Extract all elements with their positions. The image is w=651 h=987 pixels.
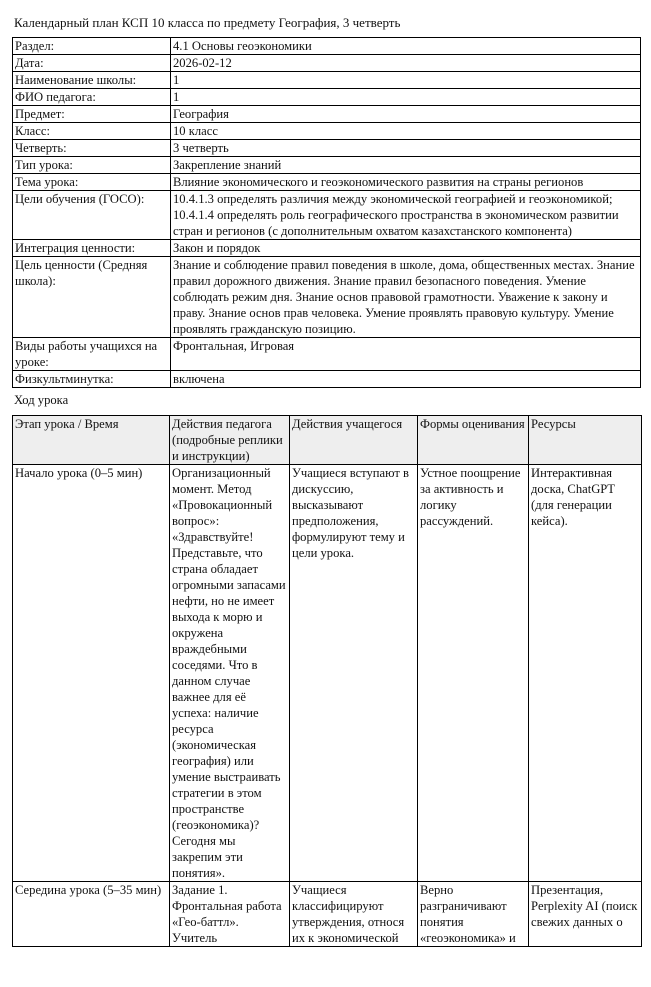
lesson-cell-teacher: Задание 1. Фронтальная работа «Гео-баттл». Учитель [170,882,290,947]
lesson-cell-assessment: Верно разграничивают понятия «геоэкономика» и [418,882,529,947]
section-title: Ход урока [14,393,69,407]
info-value: 2026-02-12 [171,55,641,72]
info-label: Наименование школы: [13,72,171,89]
info-label: Четверть: [13,140,171,157]
info-row [13,191,641,240]
info-label: Класс: [13,123,171,140]
info-row [13,157,641,174]
info-label: Раздел: [13,38,171,55]
info-label: Предмет: [13,106,171,123]
lesson-header-row [13,416,642,465]
column-header: Ресурсы [529,416,642,465]
info-value: включена [171,371,641,388]
info-row [13,338,641,371]
lesson-row [13,882,642,947]
lesson-cell-student: Учащиеся вступают в дискуссию, высказывают предположения, формулируют тему и цели урока. [290,465,418,882]
column-header: Действия учащегося [290,416,418,465]
info-value: 10.4.1.3 определять различия между экономической географией и геоэкономикой; 10.4.1.4 определять роль географического пространства в экономическом развитии стран и регионов (с дополнительным охватом казахстанского компонента) [171,191,641,240]
info-row [13,123,641,140]
info-value: 1 [171,72,641,89]
info-value: 3 четверть [171,140,641,157]
info-row [13,257,641,338]
info-row [13,55,641,72]
info-value: 10 класс [171,123,641,140]
info-label: Дата: [13,55,171,72]
info-label: Виды работы учащихся на уроке: [13,338,171,371]
lesson-info-table [12,37,641,388]
info-value: Влияние экономического и геоэкономического развития на страны регионов [171,174,641,191]
lesson-plan-table [12,415,642,947]
info-label: Цели обучения (ГОСО): [13,191,171,240]
info-row [13,38,641,55]
info-value: Знание и соблюдение правил поведения в школе, дома, общественных местах. Знание правил дорожного движения. Знание правил безопасного поведения. Умение соблюдать режим дня. Знание основ правовой грамотности. Уважение к закону и праву. Знание основ прав человека. Умение проявлять правовую культуру. Умение проявлять гражданскую позицию. [171,257,641,338]
info-value: 1 [171,89,641,106]
info-row [13,174,641,191]
info-label: Интеграция ценности: [13,240,171,257]
info-label: Тип урока: [13,157,171,174]
lesson-cell-student: Учащиеся классифицируют утверждения, относя их к экономической [290,882,418,947]
info-value: Закон и порядок [171,240,641,257]
info-row [13,371,641,388]
lesson-cell-resources: Презентация, Perplexity AI (поиск свежих данных о [529,882,642,947]
info-value: Фронтальная, Игровая [171,338,641,371]
info-row [13,72,641,89]
info-value: Закрепление знаний [171,157,641,174]
info-value: 4.1 Основы геоэкономики [171,38,641,55]
column-header: Действия педагога (подробные реплики и инструкции) [170,416,290,465]
info-row [13,89,641,106]
column-header: Формы оценивания [418,416,529,465]
info-label: Тема урока: [13,174,171,191]
lesson-cell-teacher: Организационный момент. Метод «Провокационный вопрос»: «Здравствуйте! Представьте, что страна обладает огромными запасами нефти, но не имеет выхода к морю и окружена враждебными соседями. Что в данном случае важнее для её успеха: наличие ресурса (экономическая география) или умение выстраивать стратегии в этом пространстве (геоэкономика)? Сегодня мы закрепим эти понятия». [170,465,290,882]
document-title: Календарный план КСП 10 класса по предмету География, 3 четверть [14,15,401,30]
column-header: Этап урока / Время [13,416,170,465]
info-row [13,106,641,123]
lesson-cell-stage: Середина урока (5–35 мин) [13,882,170,947]
lesson-cell-assessment: Устное поощрение за активность и логику рассуждений. [418,465,529,882]
lesson-row [13,465,642,882]
info-label: Физкультминутка: [13,371,171,388]
info-row [13,140,641,157]
info-value: География [171,106,641,123]
lesson-cell-stage: Начало урока (0–5 мин) [13,465,170,882]
info-row [13,240,641,257]
info-label: ФИО педагога: [13,89,171,106]
lesson-cell-resources: Интерактивная доска, ChatGPT (для генерации кейса). [529,465,642,882]
info-label: Цель ценности (Средняя школа): [13,257,171,338]
